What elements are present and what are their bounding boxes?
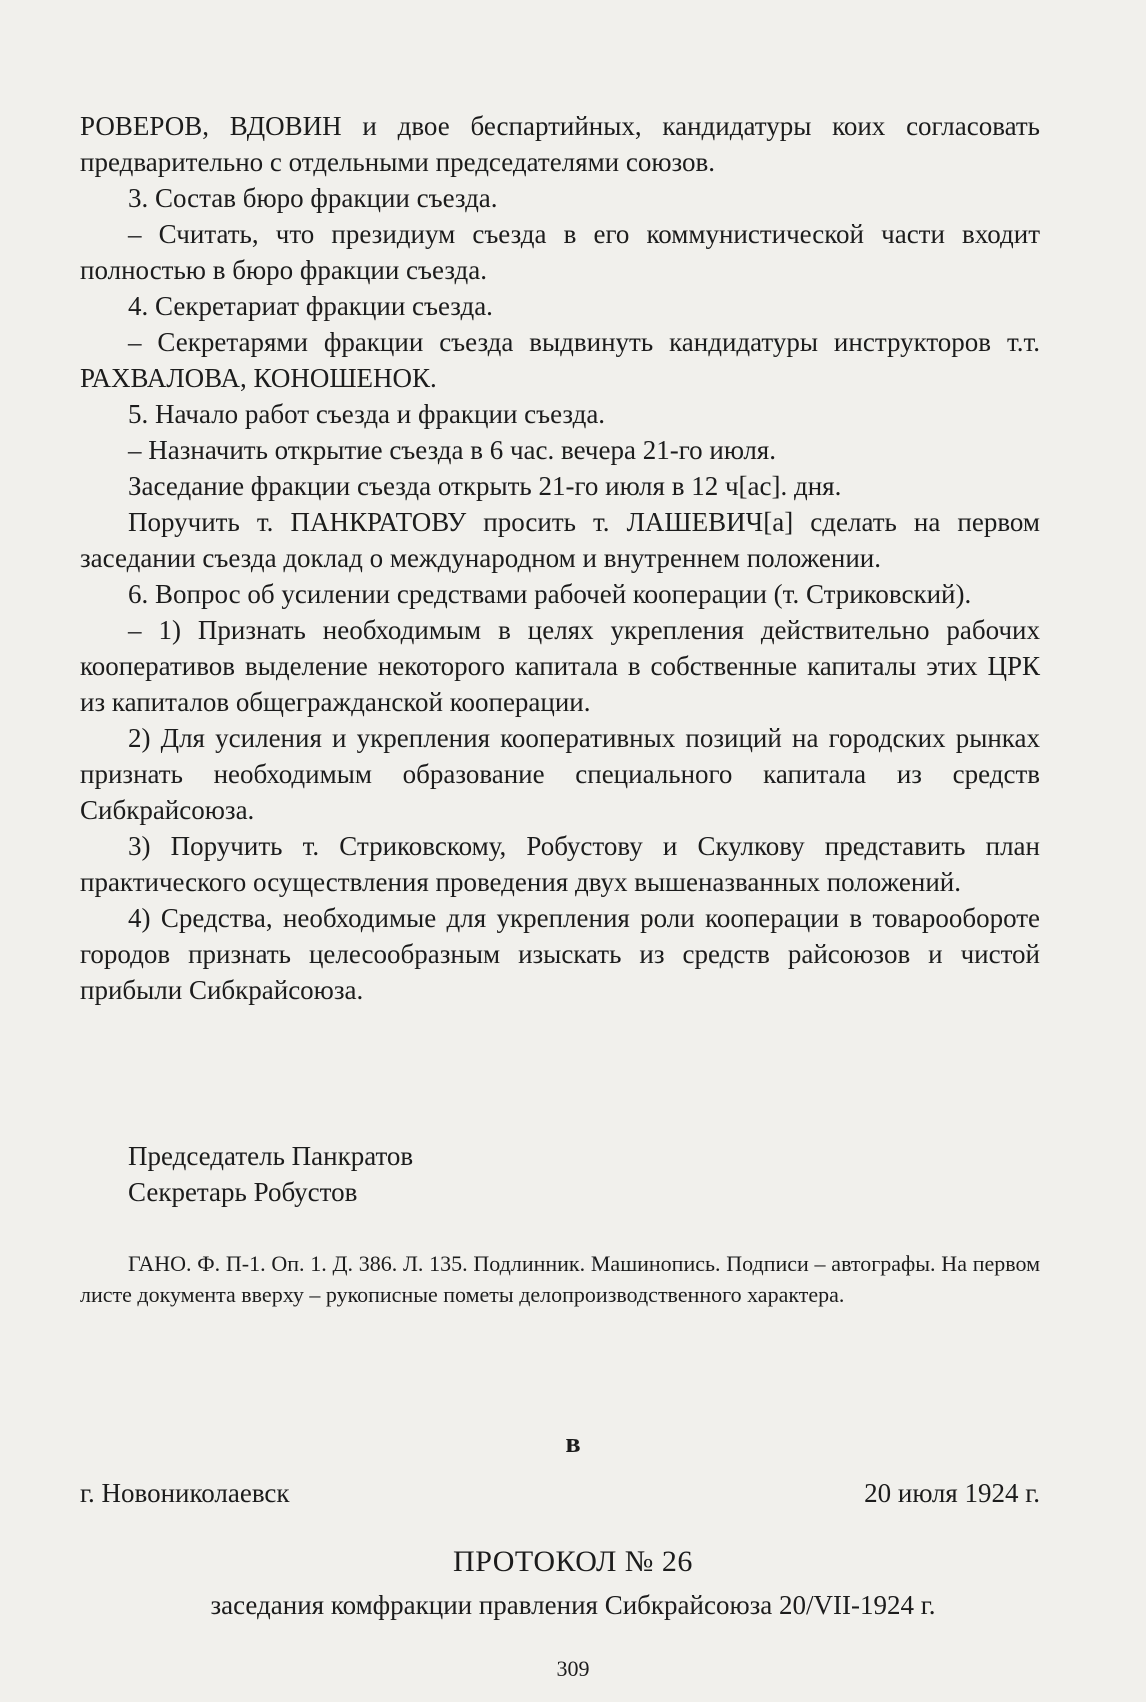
signature-block bbox=[80, 1138, 1040, 1210]
protocol-subtitle: заседания комфракции правления Сибкрайсоюза 20/VII-1924 г. bbox=[210, 1590, 936, 1620]
protocol-title: ПРОТОКОЛ № 26 bbox=[453, 1545, 693, 1578]
paragraph-item-6-heading: 6. Вопрос об усилении средствами рабочей кооперации (т. Стриковский). bbox=[128, 579, 972, 609]
paragraph-item-5-heading: 5. Начало работ съезда и фракции съезда. bbox=[128, 399, 606, 429]
paragraph-assignment: Поручить т. ПАНКРАТОВУ просить т. ЛАШЕВИЧ[а] сделать на первом заседании съезда доклад о международном и внутреннем положении. bbox=[80, 507, 1040, 573]
paragraph-item-4-resolution: – Секретарями фракции съезда выдвинуть кандидатуры инструкторов т.т. РАХВАЛОВА, КОНОШЕНОК. bbox=[80, 327, 1040, 393]
document-letter: в bbox=[565, 1428, 581, 1459]
page-number: 309 bbox=[556, 1656, 590, 1681]
place-date-line bbox=[80, 1478, 1040, 1509]
protocol-body bbox=[80, 108, 1040, 1008]
paragraph-item-4-heading: 4. Секретариат фракции съезда. bbox=[128, 291, 493, 321]
archive-source-note bbox=[80, 1248, 1040, 1310]
paragraph-item-6-point-2: 2) Для усиления и укрепления кооперативных позиций на городских рынках признать необходимым образование специального капитала из средств Сибкрайсоюза. bbox=[80, 723, 1040, 825]
source-note-text: ГАНО. Ф. П-1. Оп. 1. Д. 386. Л. 135. Подлинник. Машинопись. Подписи – автографы. На первом листе документа вверху – рукописные пометы делопроизводственного характера. bbox=[80, 1251, 1040, 1307]
signature-secretary: Секретарь Робустов bbox=[128, 1177, 358, 1207]
paragraph-item-6-point-3: 3) Поручить т. Стриковскому, Робустову и Скулкову представить план практического осуществления проведения двух вышеназванных положений. bbox=[80, 831, 1040, 897]
document-place: г. Новониколаевск bbox=[80, 1478, 290, 1508]
paragraph-item-6-point-1: – 1) Признать необходимым в целях укрепления действительно рабочих кооперативов выделение некоторого капитала в собственные капиталы этих ЦРК из капиталов общегражданской кооперации. bbox=[80, 615, 1040, 717]
document-date: 20 июля 1924 г. bbox=[864, 1478, 1040, 1508]
paragraph-item-3-resolution: – Считать, что президиум съезда в его коммунистической части входит полностью в бюро фракции съезда. bbox=[80, 219, 1040, 285]
signature-chairman: Председатель Панкратов bbox=[128, 1141, 414, 1171]
paragraph-item-3-heading: 3. Состав бюро фракции съезда. bbox=[128, 183, 498, 213]
paragraph-item-6-point-4: 4) Средства, необходимые для укрепления роли кооперации в товарообороте городов признать целесообразным изыскать из средств райсоюзов и чистой прибыли Сибкрайсоюза. bbox=[80, 903, 1040, 1005]
paragraph-item-5-resolution: – Назначить открытие съезда в 6 час. вечера 21-го июля. bbox=[128, 435, 776, 465]
paragraph-session-time: Заседание фракции съезда открыть 21-го июля в 12 ч[ас]. дня. bbox=[128, 471, 842, 501]
paragraph-continuation: РОВЕРОВ, ВДОВИН и двое беспартийных, кандидатуры коих согласовать предварительно с отдельными председателями союзов. bbox=[80, 111, 1040, 177]
